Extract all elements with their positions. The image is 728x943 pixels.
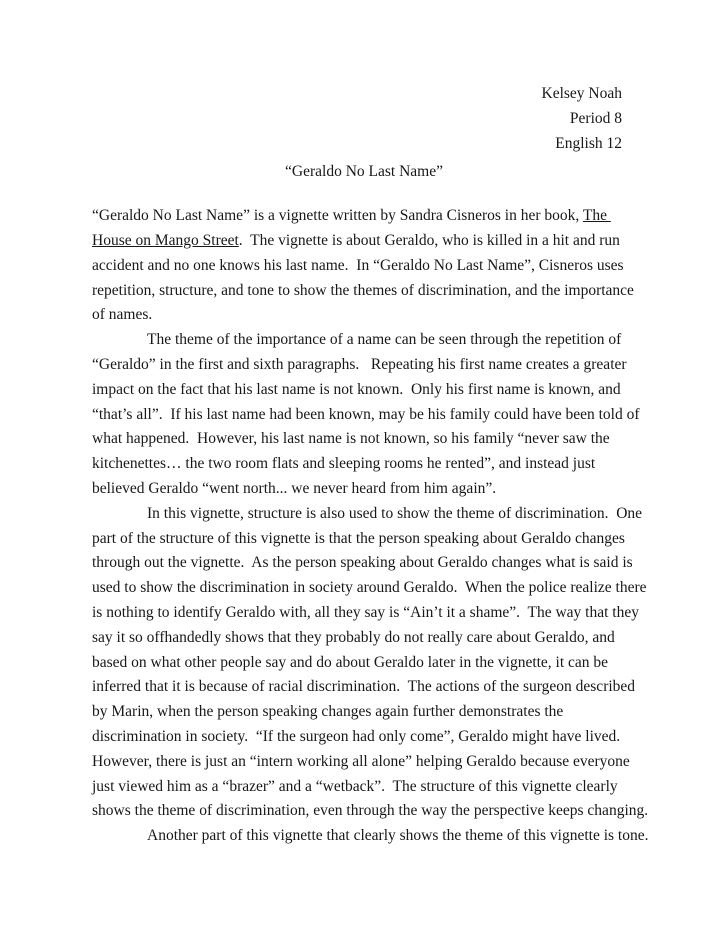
underlined-book-title: House on Mango Street [92,231,239,249]
text-segment: based on what other people say and do about Geraldo later in the vignette, it can be [92,653,609,671]
text-segment: what happened. However, his last name is not known, so his family “never saw the [92,430,610,448]
text-line [92,229,640,254]
text-segment: repetition, structure, and tone to show the themes of discrimination, and the importance [92,281,634,299]
text-line [92,675,640,700]
text-segment: kitchenettes… the two room flats and sleeping rooms he rented”, and instead just [92,455,596,473]
text-line [92,775,640,800]
header-author: Kelsey Noah [541,85,622,102]
text-segment: inferred that it is because of racial discrimination. The actions of the surgeon described [92,678,636,696]
text-line [92,403,640,428]
text-segment: say it so offhandedly shows that they probably do not really care about Geraldo, and [92,628,615,646]
essay-body [92,204,649,849]
text-line [92,279,640,304]
text-segment: of names. [92,306,153,324]
text-line [92,626,640,651]
text-line [92,576,647,601]
text-line [92,427,640,452]
text-line [92,477,640,502]
text-segment: However, there is just an “intern working all alone” helping Geraldo because everyone [92,752,630,770]
text-segment: shows the theme of discrimination, even through the way the perspective keeps changing. [92,802,649,820]
text-line [92,601,640,626]
text-segment: discrimination in society. “If the surgeon had only come”, Geraldo might have lived. [92,727,621,745]
text-segment: The theme of the importance of a name can be seen through the repetition of [147,331,622,349]
text-line [92,328,640,353]
text-line [92,551,640,576]
text-segment: part of the structure of this vignette is that the person speaking about Geraldo changes [92,529,625,547]
text-line [92,824,649,849]
text-segment: through out the vignette. As the person speaking about Geraldo changes what is said is [92,554,633,572]
text-segment: In this vignette, structure is also used to show the theme of discrimination. One [147,504,643,522]
text-line [92,254,640,279]
text-segment: “that’s all”. If his last name had been known, may be his family could have been told of [92,405,640,423]
text-line [92,750,640,775]
text-line [92,502,643,527]
text-segment: . The vignette is about Geraldo, who is killed in a hit and run [238,231,620,249]
text-segment: believed Geraldo “went north... we never heard from him again”. [92,479,497,497]
text-line [92,378,640,403]
text-segment: just viewed him as a “brazer” and a “wetback”. The structure of this vignette clearly [92,777,618,795]
text-line [92,799,649,824]
text-segment: impact on the fact that his last name is not known. Only his first name is known, and [92,380,621,398]
header-period: Period 8 [569,109,622,127]
text-line [92,204,640,229]
essay-title: “Geraldo No Last Name” [285,163,443,181]
paragraph [92,824,649,849]
text-line [92,700,640,725]
text-segment: “Geraldo No Last Name” is a vignette written by Sandra Cisneros in her book, [92,207,583,225]
paragraph [92,502,649,824]
text-segment: Another part of this vignette that clearly shows the theme of this vignette is tone. [147,827,649,845]
text-line [92,353,640,378]
text-segment: is nothing to identify Geraldo with, all they say is “Ain’t it a shame”. The way that they [92,603,639,621]
text-segment: “Geraldo” in the first and sixth paragraphs. Repeating his first name creates a greater [92,355,627,373]
underlined-book-title: The [582,207,611,225]
text-line [92,527,640,552]
text-segment: used to show the discrimination in society around Geraldo. When the police realize there [92,579,647,597]
essay-header [0,0,622,156]
text-line [92,725,640,750]
text-segment: accident and no one knows his last name. In “Geraldo No Last Name”, Cisneros uses [92,256,624,274]
text-line [92,452,640,477]
paragraph [92,204,640,328]
text-line [92,303,640,328]
text-line [92,651,640,676]
text-segment: by Marin, when the person speaking changes again further demonstrates the [92,703,564,721]
header-class: English 12 [555,134,622,152]
paragraph [92,328,640,502]
